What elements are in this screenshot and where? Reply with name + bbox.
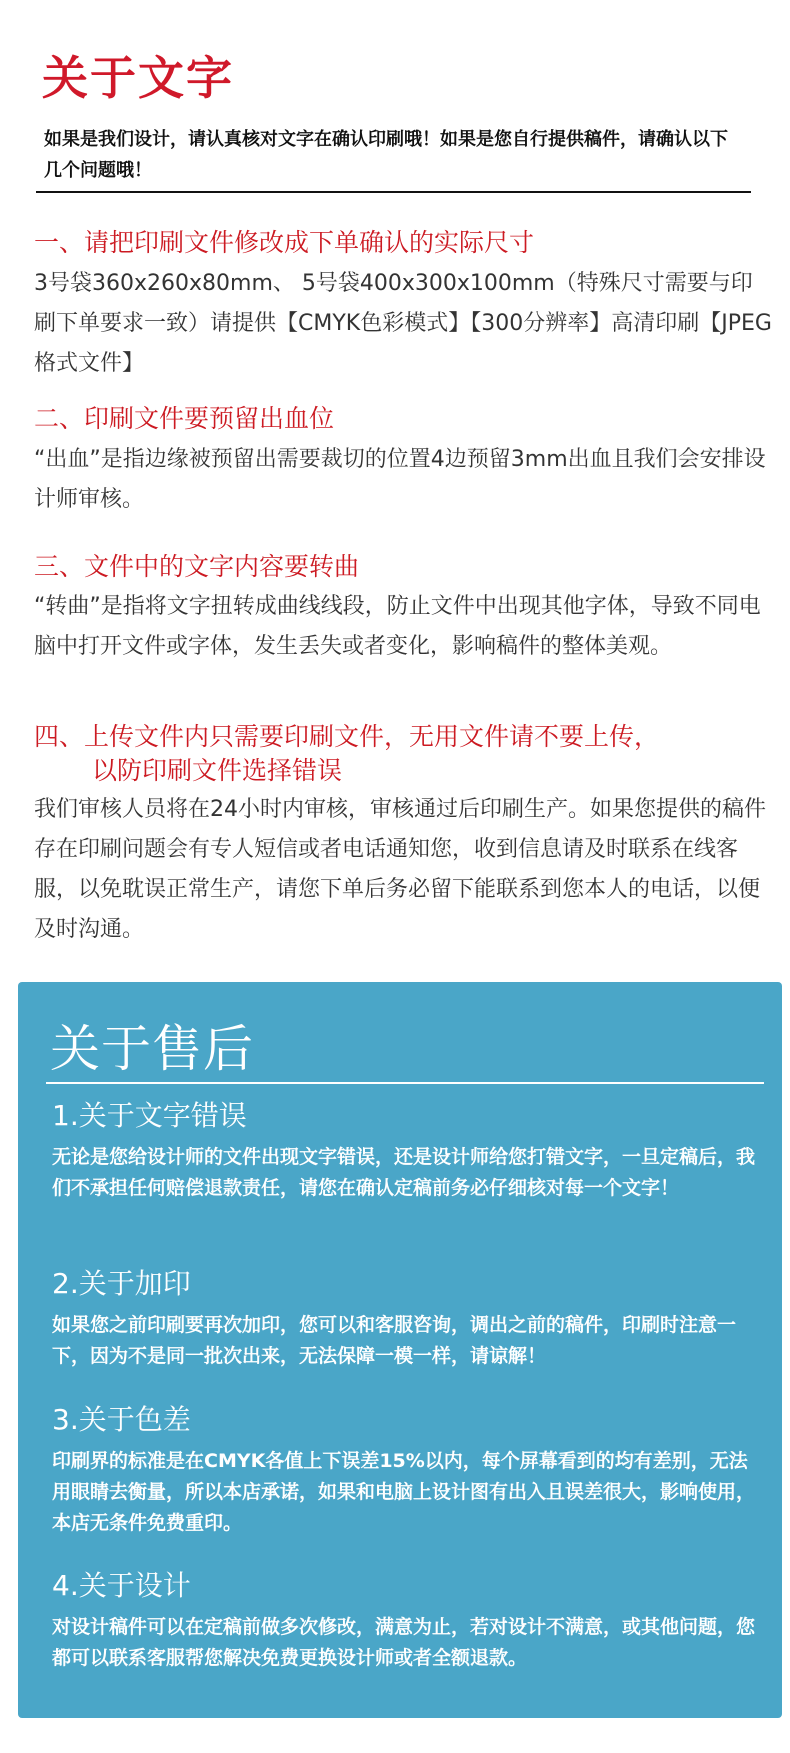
after-sales-3-body: 印刷界的标准是在CMYK各值上下误差15%以内，每个屏幕看到的均有差别，无法用眼睛去衡量，所以本店承诺，如果和电脑上设计图有出入且误差很大，影响使用，本店无条件免费重印。 [52, 1450, 756, 1534]
after-sales-2-heading: 2.关于加印 [52, 1267, 191, 1300]
after-sales-4-body: 对设计稿件可以在定稿前做多次修改，满意为止，若对设计不满意，或其他问题，您都可以联系客服帮您解决免费更换设计师或者全额退款。 [52, 1616, 756, 1669]
item-1-heading: 一、请把印刷文件修改成下单确认的实际尺寸 [34, 228, 535, 257]
item-3-heading: 三、文件中的文字内容要转曲 [34, 552, 360, 581]
item-3-body: “转曲”是指将文字扭转成曲线线段，防止文件中出现其他字体，导致不同电脑中打开文件或字体，发生丢失或者变化，影响稿件的整体美观。 [34, 594, 761, 659]
after-sales-3-heading: 3.关于色差 [52, 1403, 191, 1436]
section-title: 关于文字 [42, 51, 234, 105]
item-2-heading: 二、印刷文件要预留出血位 [34, 404, 335, 433]
item-2-body: “出血”是指边缘被预留出需要裁切的位置4边预留3mm出血且我们会安排设计师审核。 [34, 447, 766, 512]
item-4-heading [34, 720, 659, 788]
panel-divider [46, 1082, 764, 1084]
after-sales-panel [18, 982, 782, 1718]
after-sales-2-body: 如果您之前印刷要再次加印，您可以和客服咨询，调出之前的稿件，印刷时注意一下，因为不是同一批次出来，无法保障一模一样，请谅解！ [52, 1314, 737, 1367]
panel-title: 关于售后 [50, 1020, 254, 1078]
intro-text: 如果是我们设计，请认真核对文字在确认印刷哦！如果是您自行提供稿件，请确认以下几个问题哦！ [44, 129, 728, 181]
item-1-body: 3号袋360x260x80mm、 5号袋400x300x100mm（特殊尺寸需要与印刷下单要求一致）请提供【CMYK色彩模式】【300分辨率】高清印刷【JPEG格式文件】 [34, 271, 772, 376]
after-sales-4-heading: 4.关于设计 [52, 1569, 191, 1602]
item-4-heading-line2: 以防印刷文件选择错误 [92, 756, 343, 785]
after-sales-1-body: 无论是您给设计师的文件出现文字错误，还是设计师给您打错文字，一旦定稿后，我们不承担任何赔偿退款责任，请您在确认定稿前务必仔细核对每一个文字！ [52, 1146, 756, 1199]
divider [36, 191, 751, 193]
item-4-heading-line1: 四、上传文件内只需要印刷文件，无用文件请不要上传， [34, 722, 660, 751]
after-sales-1-heading: 1.关于文字错误 [52, 1099, 247, 1132]
item-4-body: 我们审核人员将在24小时内审核，审核通过后印刷生产。如果您提供的稿件存在印刷问题会有专人短信或者电话通知您，收到信息请及时联系在线客服，以免耽误正常生产，请您下单后务必留下能联系到您本人的电话，以便及时沟通。 [34, 797, 766, 942]
